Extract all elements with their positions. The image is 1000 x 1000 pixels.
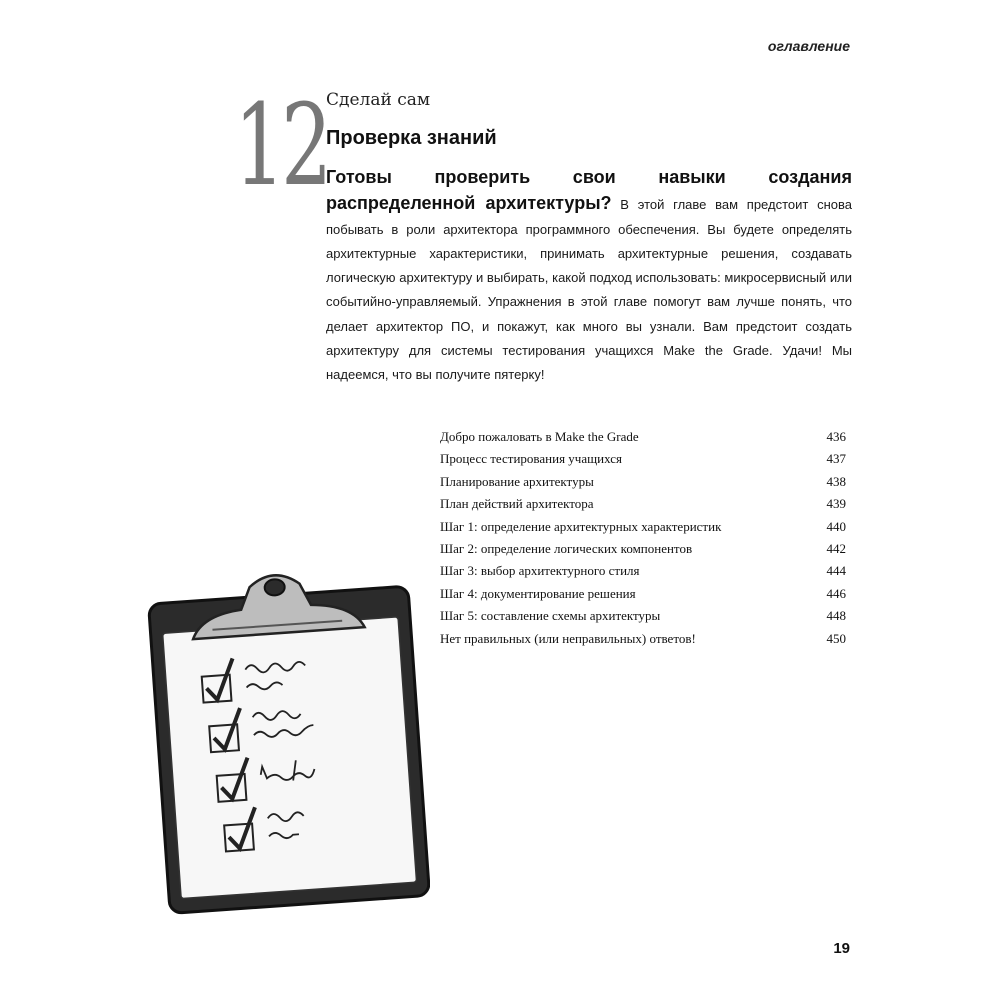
- toc-item-title: Шаг 3: выбор архитектурного стиля: [440, 563, 640, 579]
- toc-item[interactable]: [440, 426, 846, 448]
- clip-hole: [264, 579, 285, 596]
- toc-item[interactable]: [440, 583, 846, 605]
- toc-item-page: 440: [826, 518, 846, 534]
- toc-item[interactable]: [440, 538, 846, 560]
- toc-item-page: 444: [826, 563, 846, 579]
- toc-item-page: 436: [826, 429, 846, 444]
- toc-item-title: Шаг 5: составление схемы архитектуры: [440, 608, 661, 624]
- toc-item[interactable]: [440, 605, 846, 627]
- toc-item[interactable]: [440, 516, 846, 538]
- chapter-title: Проверка знаний: [326, 127, 497, 149]
- table-of-contents: [440, 426, 846, 650]
- page-number: 19: [833, 940, 850, 957]
- toc-item-title: План действий архитектора: [440, 496, 594, 512]
- toc-item[interactable]: [440, 471, 846, 493]
- clipboard-paper: [163, 617, 417, 899]
- toc-item[interactable]: [440, 448, 846, 470]
- clipboard-checklist-icon: [140, 555, 430, 915]
- toc-item[interactable]: [440, 560, 846, 582]
- toc-item[interactable]: [440, 628, 846, 650]
- toc-item-page: 439: [826, 496, 846, 512]
- chapter-lead: [326, 165, 852, 388]
- toc-item-page: 437: [826, 451, 846, 467]
- toc-item-title: Шаг 2: определение логических компонентов: [440, 540, 693, 556]
- toc-item-title: Планирование архитектуры: [440, 473, 594, 489]
- chapter-number: 12: [234, 81, 328, 211]
- chapter-kicker: Сделай сам: [326, 90, 431, 110]
- toc-item-title: Добро пожаловать в Make the Grade: [440, 429, 639, 444]
- toc-item-title: Шаг 4: документирование решения: [440, 585, 636, 601]
- toc-item-page: 448: [826, 608, 846, 624]
- toc-item[interactable]: [440, 493, 846, 515]
- toc-item-page: 446: [826, 585, 846, 601]
- toc-item-title: Нет правильных (или неправильных) ответов!: [440, 630, 696, 646]
- toc-item-page: 438: [826, 473, 846, 489]
- running-head: оглавление: [767, 38, 850, 54]
- toc-item-title: Процесс тестирования учащихся: [440, 451, 622, 467]
- toc-item-page: 442: [826, 540, 846, 556]
- toc-item-page: 450: [826, 630, 846, 646]
- lead-question: Готовы проверить свои навыки создания распределенной архитектуры?: [326, 167, 852, 214]
- toc-item-title: Шаг 1: определение архитектурных характеристик: [440, 518, 722, 534]
- lead-text: В этой главе вам предстоит снова побывать в роли архитектора программного обеспечения. Вы будете определять архитектурные характеристики, принимать архитектурные решения, создавать логическую архитектуру и выбирать, какой подход использовать: микросервисный или событийно-управляемый. Упражнения в этой главе помогут вам лучше понять, что делает архитектор ПО, и покажут, как много вы узнали. Вам предстоит создать архитектуру для системы тестирования учащихся Make the Grade. Удачи! Мы надеемся, что вы получите пятерку!: [326, 197, 852, 383]
